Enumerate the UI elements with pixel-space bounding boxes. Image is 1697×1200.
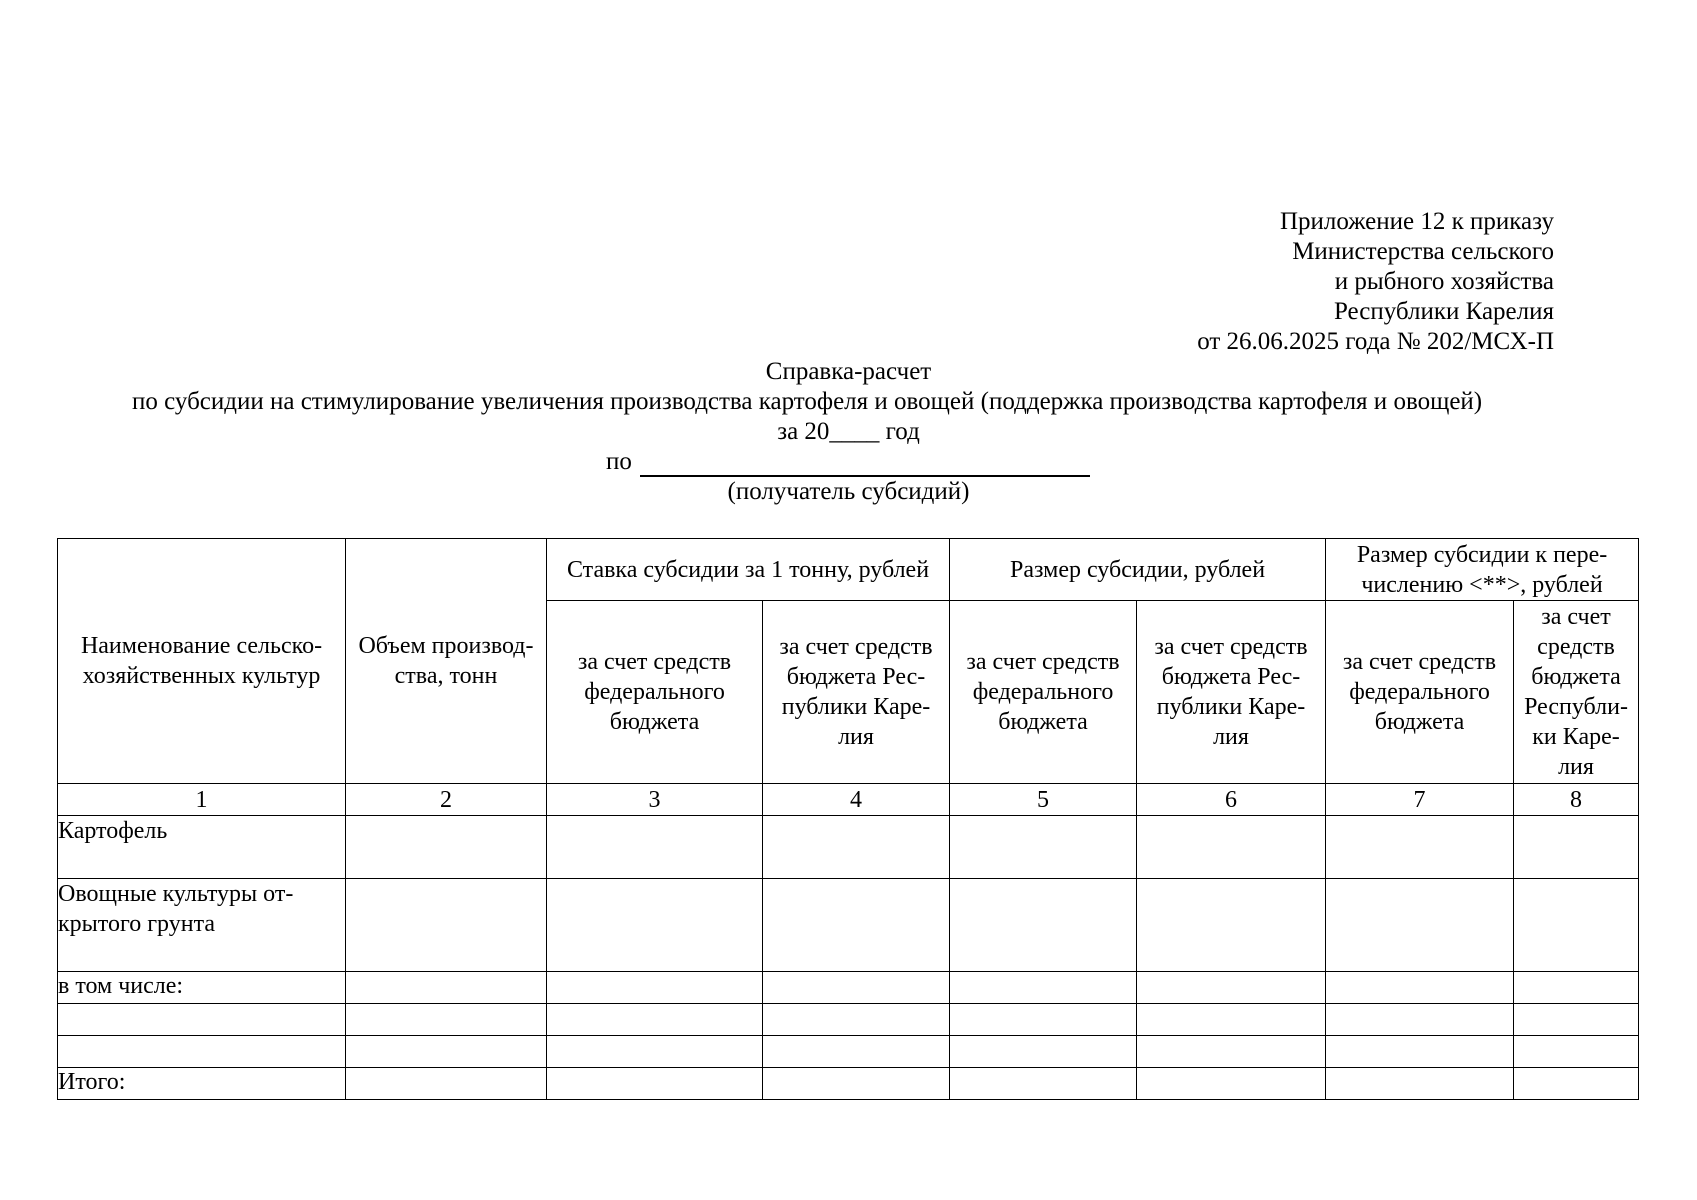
column-number: 4	[763, 784, 950, 816]
table-row	[58, 1068, 1639, 1100]
table-row	[58, 972, 1639, 1004]
table-cell[interactable]	[950, 816, 1137, 879]
recipient-note: (получатель субсидий)	[727, 478, 970, 505]
table-cell[interactable]	[1137, 879, 1326, 972]
appendix-line: Республики Карелия	[1333, 298, 1554, 325]
header-size-federal: за счет средств федерального бюджета	[950, 601, 1137, 784]
column-number: 8	[1514, 784, 1639, 816]
table-row	[58, 1004, 1639, 1036]
header-size-group: Размер субсидии, рублей	[950, 539, 1326, 601]
table-cell[interactable]	[763, 816, 950, 879]
row-label-total: Итого:	[58, 1068, 346, 1100]
table-cell[interactable]	[1326, 879, 1514, 972]
table-cell[interactable]	[1137, 1068, 1326, 1100]
row-label-including: в том числе:	[58, 972, 346, 1004]
recipient-blank-field[interactable]	[640, 449, 1090, 477]
table-cell[interactable]	[950, 1036, 1137, 1068]
table-cell[interactable]	[950, 972, 1137, 1004]
row-label-vegetables: Овощные культуры от-крытого грунта	[58, 879, 346, 972]
table-cell[interactable]	[346, 1036, 547, 1068]
header-crop-name: Наименование сельско-хозяйственных культур	[58, 539, 346, 784]
table-cell[interactable]	[1137, 1036, 1326, 1068]
table-cell[interactable]	[1137, 972, 1326, 1004]
table-cell[interactable]	[763, 1068, 950, 1100]
table-cell[interactable]	[547, 972, 763, 1004]
table-cell[interactable]	[547, 816, 763, 879]
table-cell[interactable]	[1326, 1036, 1514, 1068]
table-row	[58, 816, 1639, 879]
table-cell[interactable]	[1514, 1004, 1639, 1036]
table-cell[interactable]	[763, 1036, 950, 1068]
appendix-line: Приложение 12 к приказу	[1279, 208, 1554, 235]
column-number: 7	[1326, 784, 1514, 816]
appendix-line: и рыбного хозяйства	[1334, 268, 1554, 295]
table-cell[interactable]	[950, 879, 1137, 972]
row-label-empty[interactable]	[58, 1036, 346, 1068]
appendix-block	[1197, 207, 1554, 357]
table-cell[interactable]	[346, 972, 547, 1004]
row-label-potato: Картофель	[58, 816, 346, 879]
table-cell[interactable]	[1514, 1068, 1639, 1100]
column-number: 1	[58, 784, 346, 816]
table-cell[interactable]	[1514, 816, 1639, 879]
table-cell[interactable]	[1514, 972, 1639, 1004]
table-cell[interactable]	[547, 1004, 763, 1036]
column-number: 5	[950, 784, 1137, 816]
column-number: 3	[547, 784, 763, 816]
report-year: за 20____ год	[777, 418, 920, 445]
table-cell[interactable]	[547, 879, 763, 972]
table-cell[interactable]	[1326, 972, 1514, 1004]
header-rate-regional: за счет средств бюджета Рес-публики Каре-лия	[763, 601, 950, 784]
header-transfer-federal: за счет средств федерального бюджета	[1326, 601, 1514, 784]
table-row	[58, 879, 1639, 972]
header-transfer-group: Размер субсидии к пере-числению <**>, рублей	[1326, 539, 1639, 601]
row-label-empty[interactable]	[58, 1004, 346, 1036]
table-cell[interactable]	[1326, 1004, 1514, 1036]
recipient-line	[606, 447, 1090, 477]
table-cell[interactable]	[950, 1068, 1137, 1100]
document-subtitle: по субсидии на стимулирование увеличения производства картофеля и овощей (поддержка производства картофеля и овощей)	[132, 388, 1483, 415]
recipient-prefix: по	[606, 448, 632, 475]
table-cell[interactable]	[1137, 816, 1326, 879]
table-cell[interactable]	[1326, 816, 1514, 879]
header-rate-federal: за счет средств федерального бюджета	[547, 601, 763, 784]
header-size-regional: за счет средств бюджета Рес-публики Каре-лия	[1137, 601, 1326, 784]
document-title: Справка-расчет	[765, 358, 932, 385]
table-cell[interactable]	[346, 1068, 547, 1100]
table-cell[interactable]	[1514, 879, 1639, 972]
table-cell[interactable]	[547, 1068, 763, 1100]
header-rate-group: Ставка субсидии за 1 тонну, рублей	[547, 539, 950, 601]
header-production-volume: Объем производ-ства, тонн	[346, 539, 547, 784]
column-number: 2	[346, 784, 547, 816]
table-cell[interactable]	[763, 1004, 950, 1036]
table-cell[interactable]	[346, 816, 547, 879]
table-cell[interactable]	[763, 972, 950, 1004]
table-cell[interactable]	[346, 1004, 547, 1036]
appendix-line: от 26.06.2025 года № 202/МСХ-П	[1197, 328, 1554, 355]
table-cell[interactable]	[1137, 1004, 1326, 1036]
appendix-line: Министерства сельского	[1292, 238, 1554, 265]
table-cell[interactable]	[547, 1036, 763, 1068]
header-transfer-regional: за счет средств бюджета Республи-ки Каре-лия	[1514, 601, 1639, 784]
table-cell[interactable]	[763, 879, 950, 972]
table-cell[interactable]	[346, 879, 547, 972]
table-cell[interactable]	[1326, 1068, 1514, 1100]
table-cell[interactable]	[1514, 1036, 1639, 1068]
column-number: 6	[1137, 784, 1326, 816]
subsidy-table	[57, 538, 1639, 1100]
table-row	[58, 1036, 1639, 1068]
table-cell[interactable]	[950, 1004, 1137, 1036]
